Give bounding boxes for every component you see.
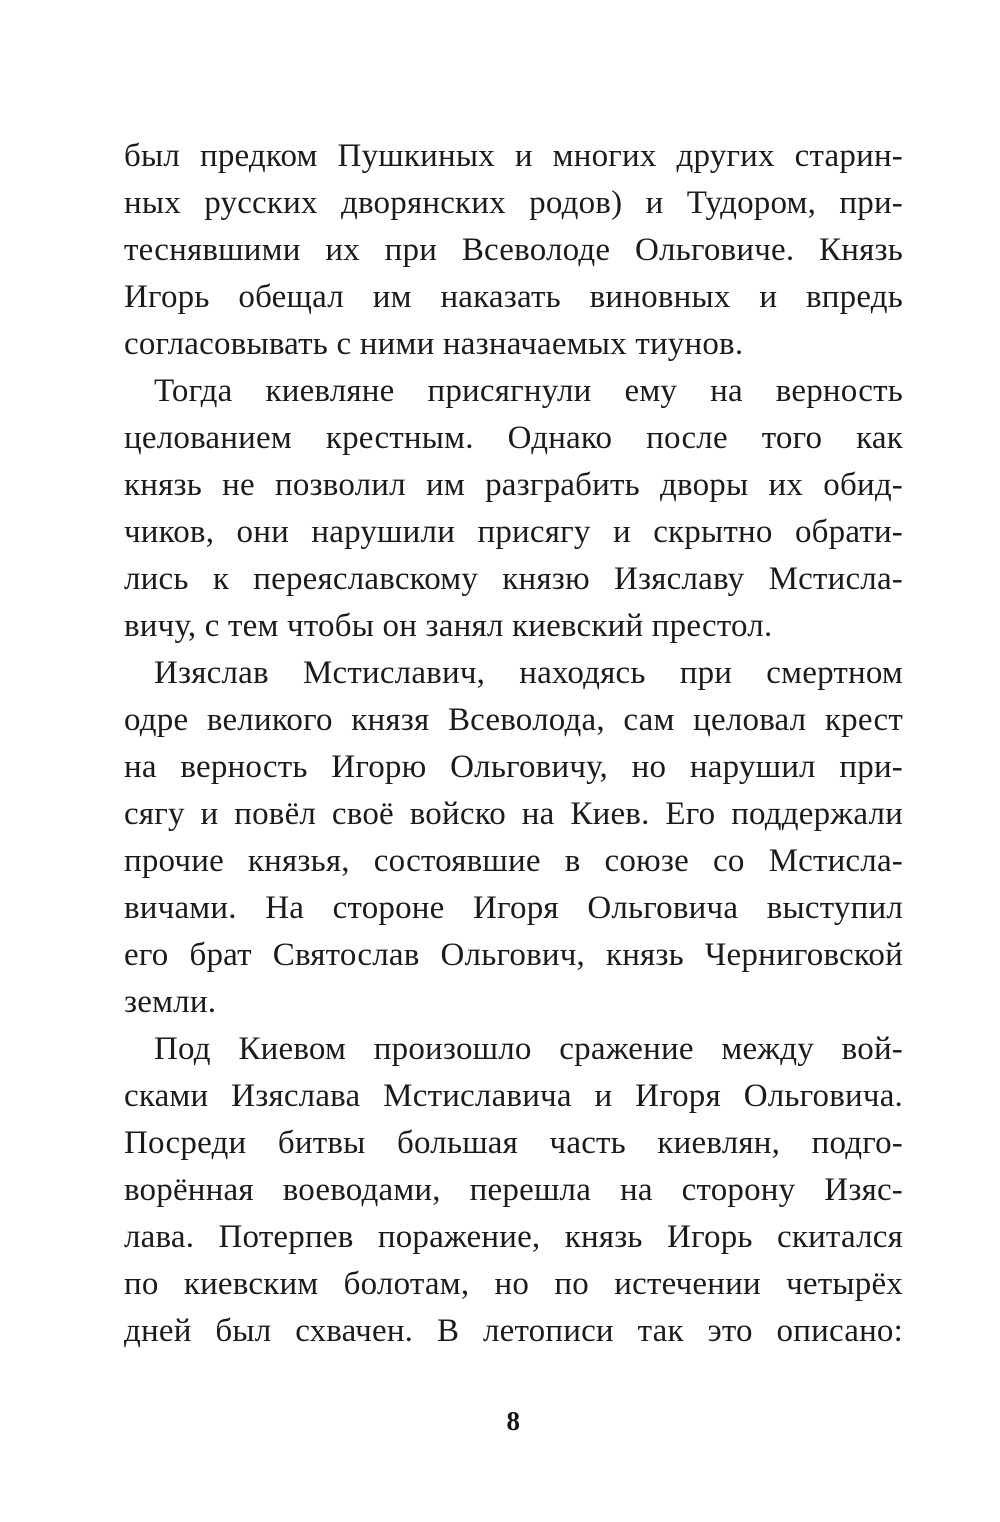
paragraph-3 bbox=[124, 650, 903, 1026]
text-line: Под Киевом произошло сражение между вой- bbox=[154, 1031, 903, 1067]
text-line: чиков, они нарушили присягу и скрытно обрати- bbox=[124, 514, 903, 550]
text-line: лава. Потерпев поражение, князь Игорь скитался bbox=[124, 1219, 903, 1255]
body-text bbox=[124, 133, 903, 1355]
paragraph-2 bbox=[124, 368, 903, 650]
text-line: целованием крестным. Однако после того как bbox=[124, 420, 903, 456]
text-line: теснявшими их при Всеволоде Ольговиче. Князь bbox=[124, 232, 903, 268]
text-line: прочие князья, состоявшие в союзе со Мстисла- bbox=[124, 843, 903, 879]
text-line: лись к переяславскому князю Изяславу Мстисла- bbox=[124, 561, 903, 597]
text-line: вичами. На стороне Игоря Ольговича выступил bbox=[124, 890, 903, 926]
page-number: 8 bbox=[506, 1406, 521, 1436]
text-line: был предком Пушкиных и многих других старин- bbox=[124, 138, 903, 174]
paragraph-4 bbox=[124, 1026, 903, 1355]
text-line: земли. bbox=[124, 984, 217, 1020]
paragraph-1 bbox=[124, 133, 903, 368]
text-line: по киевским болотам, но по истечении четырёх bbox=[124, 1266, 903, 1302]
text-line: дней был схвачен. В летописи так это описано: bbox=[124, 1313, 903, 1349]
text-line: ных русских дворянских родов) и Тудором, при- bbox=[124, 185, 903, 221]
text-line: ворённая воеводами, перешла на сторону Изяс- bbox=[124, 1172, 903, 1208]
text-line: одре великого князя Всеволода, сам целовал крест bbox=[124, 702, 903, 738]
text-line: сками Изяслава Мстиславича и Игоря Ольговича. bbox=[124, 1078, 903, 1114]
text-line: сягу и повёл своё войско на Киев. Его поддержали bbox=[124, 796, 903, 832]
text-line: его брат Святослав Ольгович, князь Черниговской bbox=[124, 937, 903, 973]
text-line: Посреди битвы большая часть киевлян, подго- bbox=[124, 1125, 903, 1161]
text-line: на верность Игорю Ольговичу, но нарушил при- bbox=[124, 749, 903, 785]
text-line: Тогда киевляне присягнули ему на верность bbox=[154, 373, 903, 409]
text-line: вичу, с тем чтобы он занял киевский престол. bbox=[124, 608, 773, 644]
text-line: Игорь обещал им наказать виновных и впредь bbox=[124, 279, 903, 315]
text-line: князь не позволил им разграбить дворы их обид- bbox=[124, 467, 903, 503]
text-line: согласовывать с ними назначаемых тиунов. bbox=[124, 326, 744, 362]
text-line: Изяслав Мстиславич, находясь при смертном bbox=[154, 655, 903, 691]
